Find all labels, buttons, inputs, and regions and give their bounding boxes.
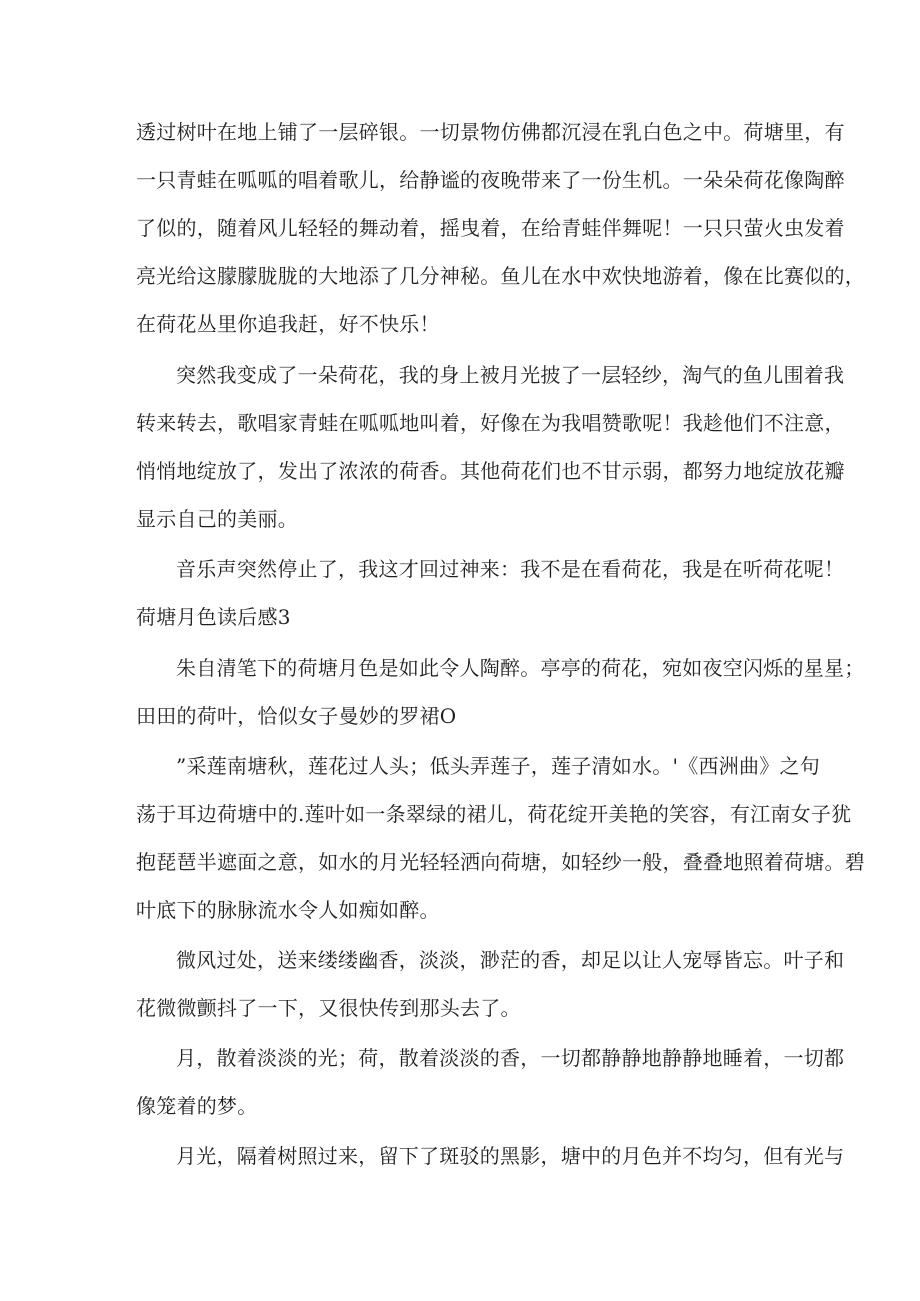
paragraph-first-line: 音乐声突然停止了，我这才回过神来：我不是在看荷花，我是在听荷花呢！ [176, 557, 845, 581]
text-line: 亮光给这朦朦胧胧的大地添了几分神秘。鱼儿在水中欢快地游着，像在比赛似的， [136, 264, 865, 288]
text-line: 一只青蛙在呱呱的唱着歌儿，给静谧的夜晚带来了一份生机。一朵朵荷花像陶醉 [136, 168, 845, 192]
text-line: 田田的荷叶，恰似女子曼妙的罗裙O [136, 704, 457, 728]
text-line: 在荷花丛里你追我赶，好不快乐！ [136, 312, 440, 336]
section-heading: 荷塘月色读后感3 [136, 605, 291, 629]
text-line: 花微微颤抖了一下，又很快传到那头去了。 [136, 996, 521, 1020]
text-line: 转来转去，歌唱家青蛙在呱呱地叫着，好像在为我唱赞歌呢！我趁他们不注意， [136, 411, 845, 435]
text-line: 抱琵琶半遮面之意，如水的月光轻轻洒向荷塘，如轻纱一般，叠叠地照着荷塘。碧 [136, 850, 865, 874]
paragraph-first-line: 突然我变成了一朵荷花，我的身上被月光披了一层轻纱，淘气的鱼儿围着我 [176, 363, 845, 387]
paragraph-first-line: 月光，隔着树照过来，留下了斑驳的黑影，塘中的月色并不均匀，但有光与 [176, 1144, 845, 1168]
paragraph-first-line: 微风过处，送来缕缕幽香，淡淡，渺茫的香，却足以让人宠辱皆忘。叶子和 [176, 948, 845, 972]
text-line: 了似的，随着风儿轻轻的舞动着，摇曳着，在给青蛙伴舞呢！一只只萤火虫发着 [136, 216, 845, 240]
text-line: 透过树叶在地上铺了一层碎银。一切景物仿佛都沉浸在乳白色之中。荷塘里，有 [136, 120, 845, 144]
text-line: 荡于耳边荷塘中的.莲叶如一条翠绿的裙儿，荷花绽开美艳的笑容，有江南女子犹 [136, 802, 852, 826]
text-line: 悄悄地绽放了，发出了浓浓的荷香。其他荷花们也不甘示弱，都努力地绽放花瓣 [136, 459, 845, 483]
paragraph-first-line: ”采莲南塘秋，莲花过人头；低头弄莲子，莲子清如水。'《西洲曲》之句 [176, 754, 820, 778]
paragraph-first-line: 朱自清笔下的荷塘月色是如此令人陶醉。亭亭的荷花，宛如夜空闪烁的星星； [176, 656, 865, 680]
text-line: 显示自己的美丽。 [136, 507, 298, 531]
text-line: 像笼着的梦。 [136, 1094, 258, 1118]
paragraph-first-line: 月，散着淡淡的光；荷，散着淡淡的香，一切都静静地静静地睡着，一切都 [176, 1046, 845, 1070]
text-line: 叶底下的脉脉流水令人如痴如醉。 [136, 898, 440, 922]
